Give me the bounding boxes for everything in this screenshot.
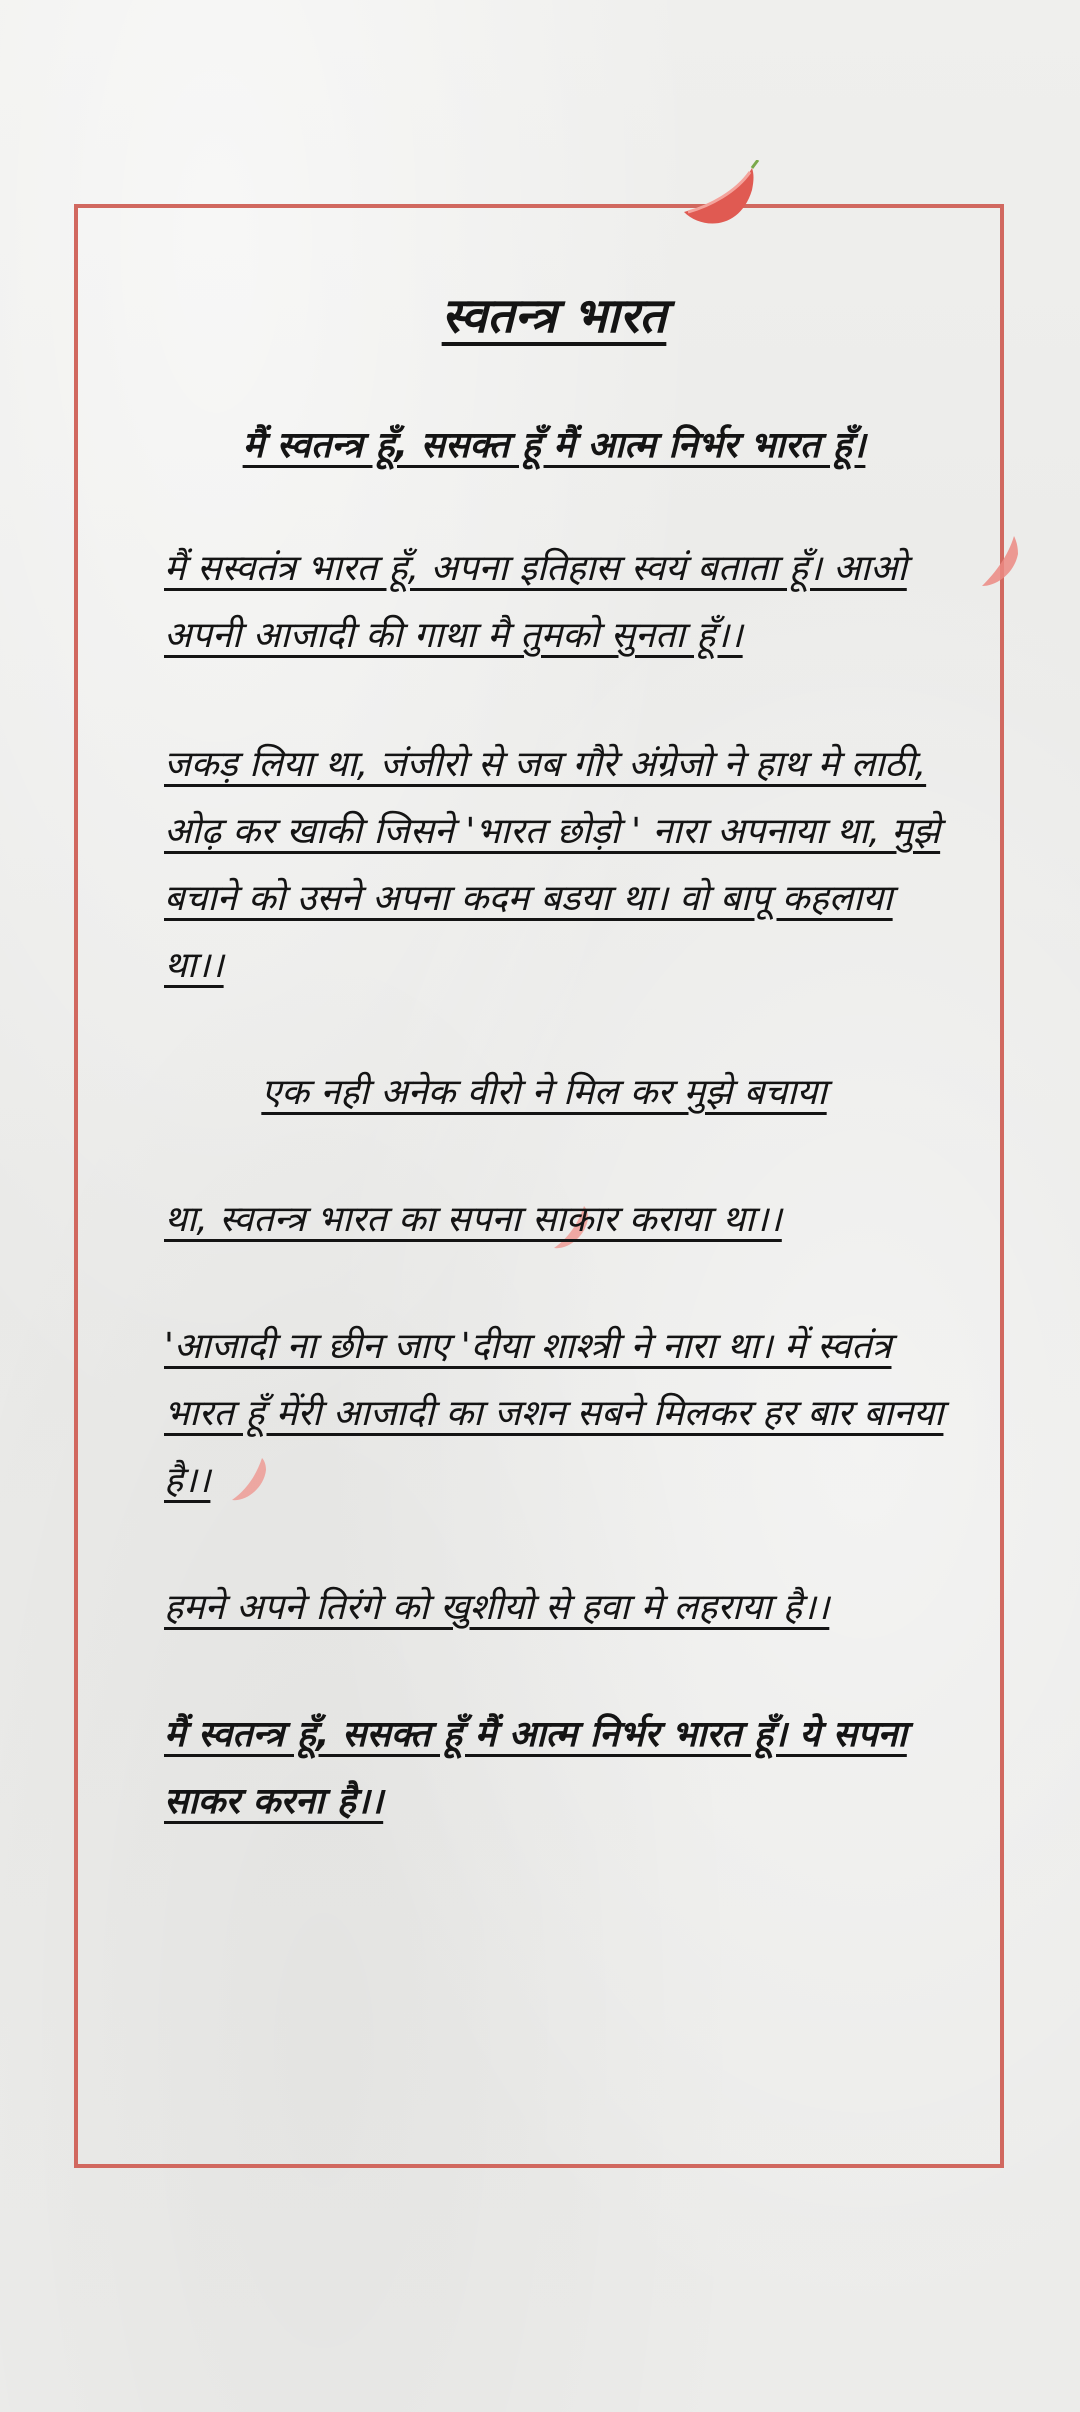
petal-icon bbox=[680, 160, 762, 234]
poem-stanza-2: मैं सस्वतंत्र भारत हूँ, अपना इतिहास स्वयं बताता हूँ। आओ अपनी आजादी की गाथा मै तुमको सुनता हूँ।। bbox=[164, 548, 907, 656]
petal-icon bbox=[978, 534, 1026, 590]
poem-stanza-6: 'आजादी ना छीन जाए 'दीया शाश्त्री ने नारा था। में स्वतंत्र भारत हूँ मेंरी आजादी का जशन सबने मिलकर हर बार बानया है।। bbox=[164, 1326, 944, 1501]
poem-stanza-3: जकड़ लिया था, जंजीरो से जब गौरे अंग्रेजो ने हाथ मे लाठी, ओढ़ कर खाकी जिसने 'भारत छोड़ो ' नारा अपनाया था, मुझे बचाने को उसने अपना कदम बडया था। वो बापू कहलाया था।। bbox=[164, 744, 941, 986]
poem-stanza-5: था, स्वतन्त्र भारत का सपना साकार कराया था।। bbox=[164, 1199, 782, 1240]
poem-stanza-8: मैं स्वतन्त्र हूँ, ससक्त हूँ मैं आत्म निर्भर भारत हूँ। ये सपना साकर करना है।। bbox=[164, 1714, 907, 1822]
poem-title: स्वतन्त्र भारत bbox=[441, 288, 667, 344]
poem-stanza-7: हमने अपने तिरंगे को खुशीयो से हवा मे लहराया है।। bbox=[164, 1587, 830, 1628]
poem-content bbox=[164, 280, 944, 1835]
poem-stanza-1: मैं स्वतन्त्र हूँ, ससक्त हूँ मैं आत्म निर्भर भारत हूँ। bbox=[242, 425, 866, 466]
poem-stanza-4: एक नही अनेक वीरो ने मिल कर मुझे बचाया bbox=[261, 1072, 827, 1113]
